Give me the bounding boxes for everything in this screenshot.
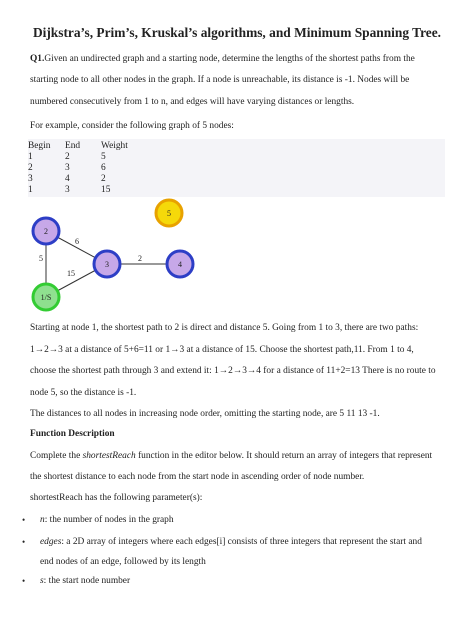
table-header-begin: Begin — [28, 141, 51, 151]
edge-label-3-4: 2 — [138, 254, 142, 263]
explanation-line-1: Starting at node 1, the shortest path to 2 is direct and distance 5. Going from 1 to 3, there are two paths: — [30, 323, 419, 333]
graph-node-label: 2 — [44, 227, 48, 236]
param-n: n: the number of nodes in the graph — [40, 515, 174, 525]
table-cell: 3 — [65, 163, 70, 173]
function-name: shortestReach — [82, 451, 136, 461]
table-cell: 3 — [28, 174, 33, 184]
explanation-line-4: node 5, so the distance is -1. — [30, 388, 137, 398]
graph-node-label: 4 — [178, 260, 182, 269]
q1-line-1: Q1.Given an undirected graph and a starting node, determine the lengths of the shortest paths from the — [30, 54, 415, 64]
param-s: s: the start node number — [40, 576, 131, 586]
edge-label-1-3: 15 — [67, 269, 75, 278]
explanation-line-2: 1→2→3 at a distance of 5+6=11 or 1→3 at a distance of 15. Choose the shortest path,11. From 1 to 4, — [30, 345, 414, 355]
graph-node-label: 5 — [167, 209, 171, 218]
param-edges-cont: end nodes of an edge, followed by its length — [40, 557, 206, 567]
param-edges: edges: a 2D array of integers where each edges[i] consists of three integers that represent the start and — [40, 537, 422, 547]
graph-node-label: 1/S — [40, 293, 52, 302]
table-cell: 2 — [101, 174, 106, 184]
table-cell: 2 — [28, 163, 33, 173]
table-cell: 3 — [65, 185, 70, 195]
table-cell: 4 — [65, 174, 70, 184]
bullet-icon: • — [22, 537, 26, 547]
example-intro: For example, consider the following graph of 5 nodes: — [30, 121, 234, 131]
table-cell: 2 — [65, 152, 70, 162]
table-cell: 15 — [101, 185, 111, 195]
bullet-icon: • — [22, 576, 26, 586]
edge-label-2-3: 6 — [75, 237, 79, 246]
params-intro: shortestReach has the following parameter(s): — [30, 493, 203, 503]
func-desc-line-2: the shortest distance to each node from the start node in ascending order of node number. — [30, 472, 365, 482]
graph-node-label: 3 — [105, 260, 109, 269]
q1-line-3: numbered consecutively from 1 to n, and edges will have varying distances or lengths. — [30, 97, 355, 107]
explanation-line-3: choose the shortest path through 3 and extend it: 1→2→3→4 for a distance of 11+2=13 There is no route to — [30, 366, 436, 376]
table-cell: 1 — [28, 185, 33, 195]
func-desc-line-1: Complete the shortestReach function in the editor below. It should return an array of integers that represent — [30, 451, 433, 461]
page-title: Dijkstra’s, Prim’s, Kruskal’s algorithms, and Minimum Spanning Tree. — [32, 25, 442, 40]
table-header-weight: Weight — [101, 141, 128, 151]
distances-line: The distances to all nodes in increasing node order, omitting the starting node, are 5 11 13 -1. — [30, 409, 380, 419]
function-description-heading: Function Description — [30, 429, 115, 439]
table-cell: 1 — [28, 152, 33, 162]
q1-line-2: starting node to all other nodes in the graph. If a node is unreachable, its distance is -1. Nodes will be — [30, 75, 410, 85]
table-cell: 5 — [101, 152, 106, 162]
q1-label: Q1. — [30, 54, 45, 64]
table-cell: 6 — [101, 163, 106, 173]
table-header-end: End — [65, 141, 81, 151]
bullet-icon: • — [22, 515, 26, 525]
edge-label-1-2: 5 — [39, 254, 43, 263]
